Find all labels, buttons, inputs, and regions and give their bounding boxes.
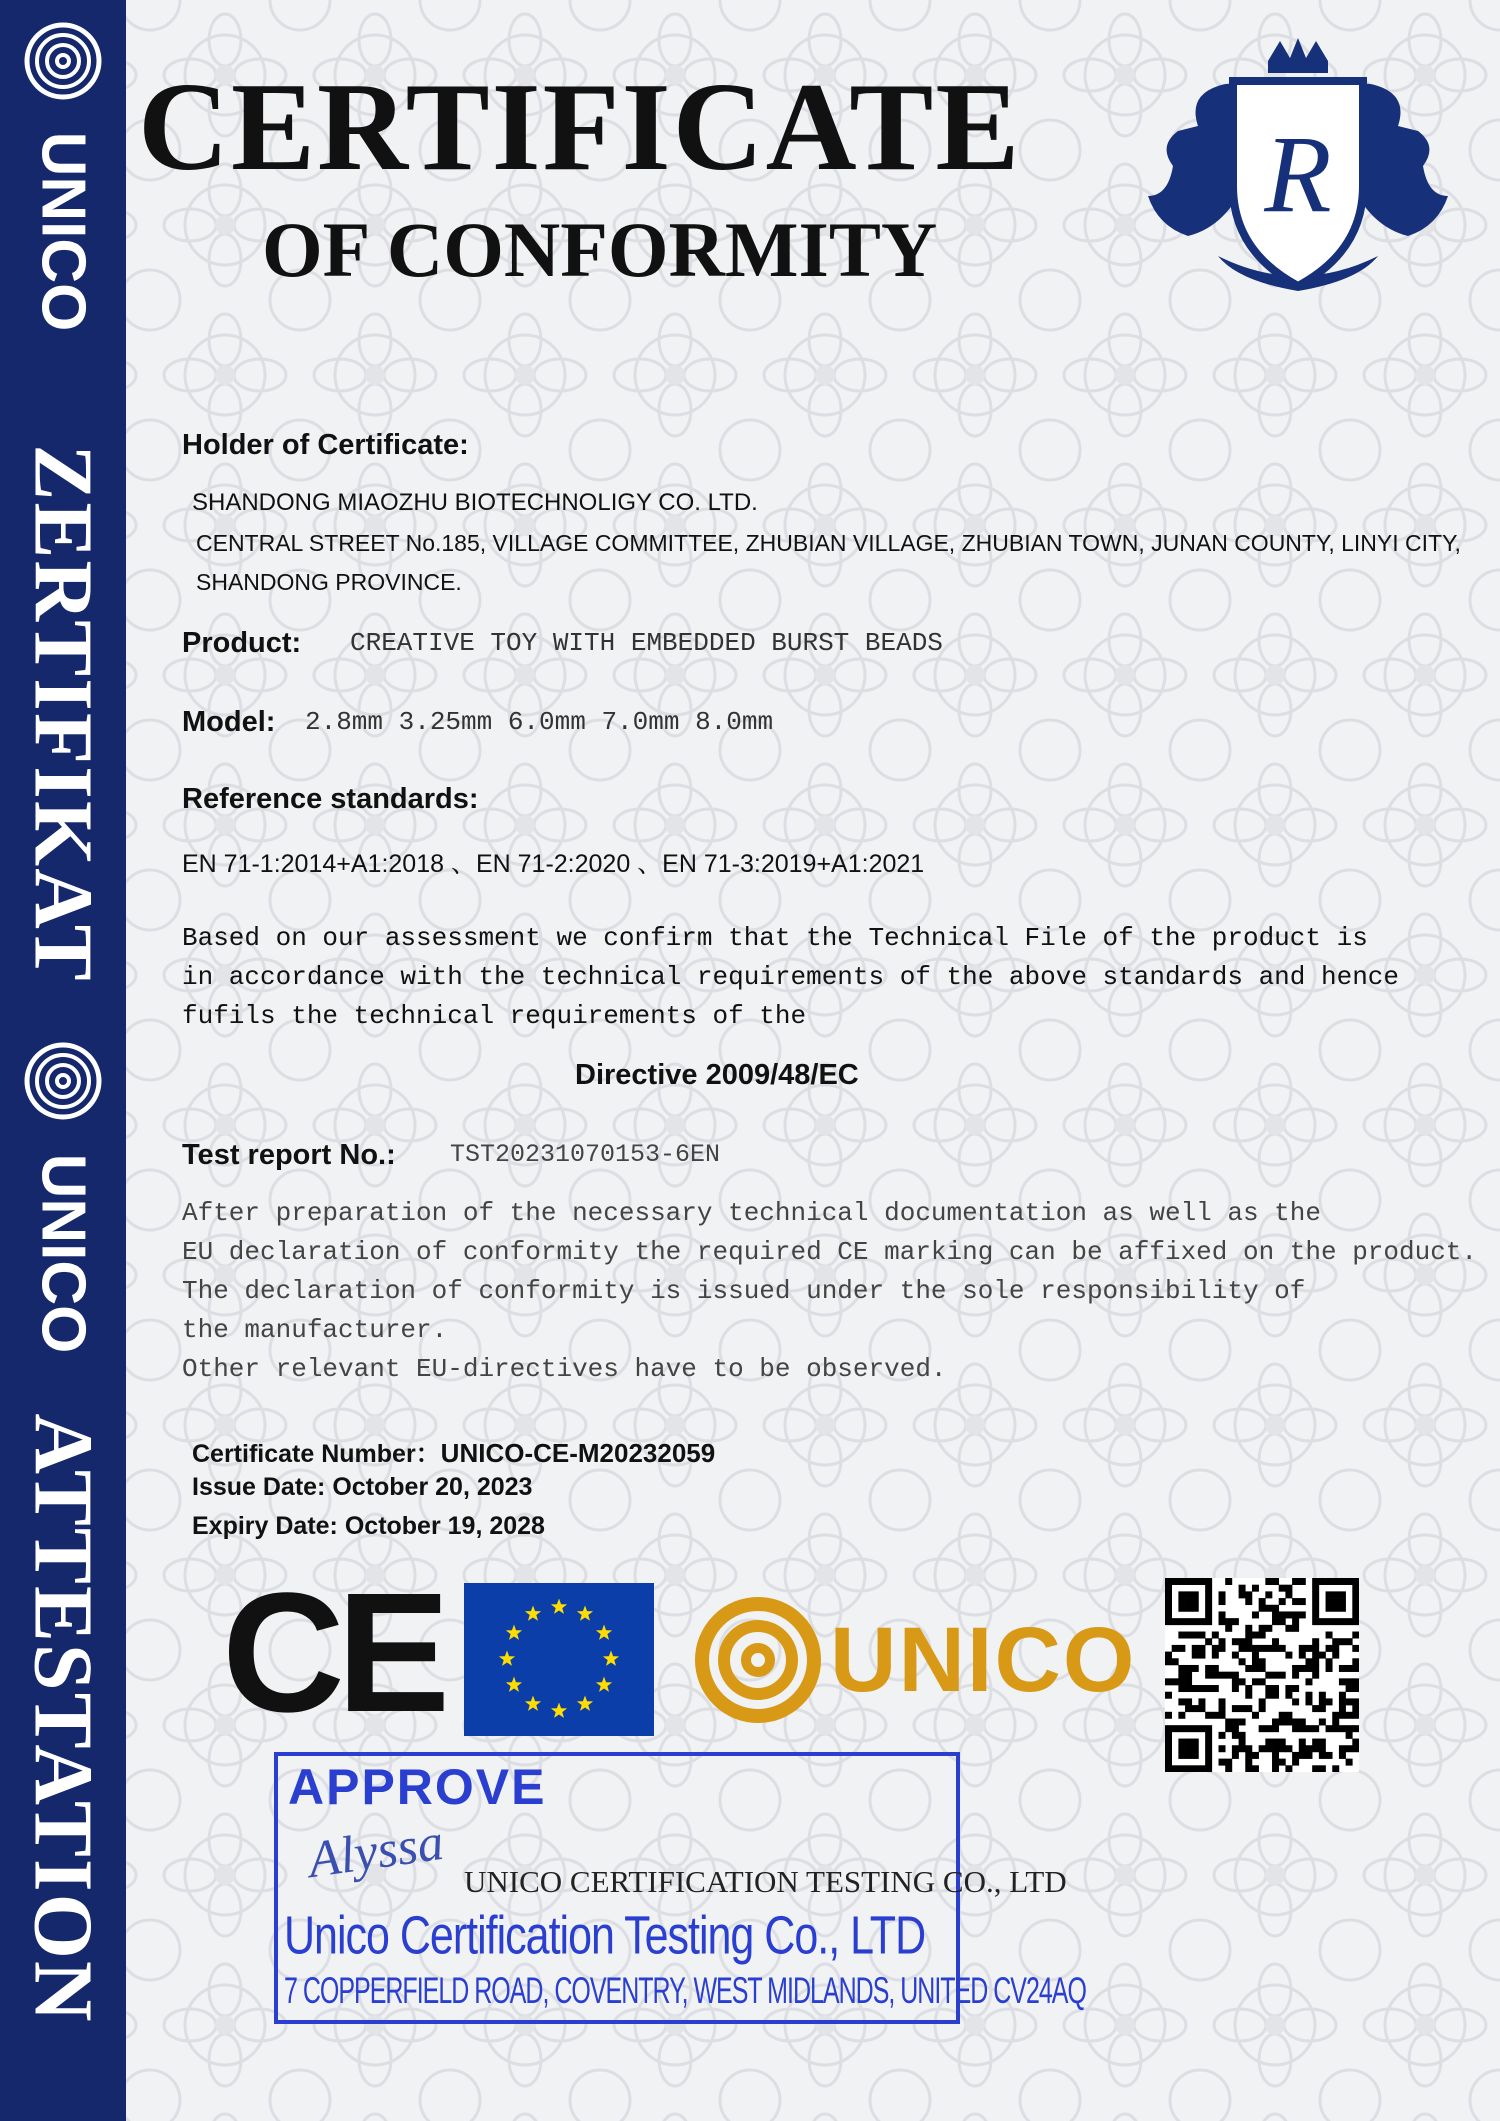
eu-flag-icon bbox=[464, 1583, 654, 1736]
sidebar-unico-mid: UNICO bbox=[28, 1153, 98, 1354]
stamp-company: Unico Certification Testing Co., LTD bbox=[284, 1906, 926, 1966]
assessment-line3: fufils the technical requirements of the bbox=[182, 1001, 807, 1031]
directive: Directive 2009/48/EC bbox=[575, 1059, 859, 1091]
declaration-line1: After preparation of the necessary technical documentation as well as the bbox=[182, 1198, 1321, 1228]
issue-date-value: October 20, 2023 bbox=[332, 1473, 533, 1501]
sidebar-attestation: ATTESTATION bbox=[16, 1413, 110, 2024]
ce-mark: CE bbox=[222, 1558, 443, 1748]
holder-label: Holder of Certificate: bbox=[182, 429, 469, 461]
certificate-number bbox=[192, 1434, 715, 1470]
unico-logo-icon bbox=[694, 1596, 822, 1724]
sidebar-unico-top: UNICO bbox=[28, 131, 98, 332]
issue-date bbox=[192, 1473, 532, 1502]
assessment-line2: in accordance with the technical requirements of the above standards and hence bbox=[182, 962, 1399, 992]
declaration-line4: the manufacturer. bbox=[182, 1315, 448, 1345]
crest-icon bbox=[1118, 36, 1478, 306]
holder-address-line2: SHANDONG PROVINCE. bbox=[196, 569, 462, 595]
standards-label: Reference standards: bbox=[182, 783, 479, 815]
product-value: CREATIVE TOY WITH EMBEDDED BURST BEADS bbox=[350, 628, 943, 658]
sidebar-zertifikat: ZERTIFIKAT bbox=[16, 444, 110, 983]
page-subtitle: OF CONFORMITY bbox=[262, 206, 938, 293]
holder-company: SHANDONG MIAOZHU BIOTECHNOLIGY CO. LTD. bbox=[192, 489, 758, 516]
declaration-line5: Other relevant EU-directives have to be observed. bbox=[182, 1354, 947, 1384]
stamp-signature: Alyssa bbox=[304, 1813, 448, 1890]
expiry-date-label: Expiry Date: bbox=[192, 1512, 338, 1540]
unico-wordmark: UNICO bbox=[830, 1609, 1137, 1711]
sidebar-band bbox=[0, 0, 126, 2121]
model-value: 2.8mm 3.25mm 6.0mm 7.0mm 8.0mm bbox=[305, 707, 774, 737]
crest-letter: R bbox=[1264, 113, 1332, 235]
declaration-line2: EU declaration of conformity the required CE marking can be affixed on the product. bbox=[182, 1237, 1478, 1267]
issue-date-label: Issue Date: bbox=[192, 1473, 326, 1501]
expiry-date bbox=[192, 1512, 545, 1541]
certificate-number-label: Certificate Number： bbox=[192, 1440, 441, 1468]
stamp-approve: APPROVE bbox=[288, 1759, 547, 1815]
declaration-line3: The declaration of conformity is issued under the sole responsibility of bbox=[182, 1276, 1306, 1306]
test-report-label: Test report No.: bbox=[182, 1139, 396, 1171]
standards-value: EN 71-1:2014+A1:2018 、EN 71-2:2020 、EN 71-3:2019+A1:2021 bbox=[182, 850, 925, 878]
stamp-company-printed: UNICO CERTIFICATION TESTING CO., LTD bbox=[464, 1864, 1067, 1899]
unico-logo-icon bbox=[22, 1040, 104, 1122]
holder-address-line1: CENTRAL STREET No.185, VILLAGE COMMITTEE, ZHUBIAN VILLAGE, ZHUBIAN TOWN, JUNAN COUNTY, LINYI CITY, bbox=[196, 530, 1461, 556]
assessment-line1: Based on our assessment we confirm that the Technical File of the product is bbox=[182, 923, 1368, 953]
stamp-address: 7 COPPERFIELD ROAD, COVENTRY, WEST MIDLANDS, UNITED CV24AQ bbox=[284, 1970, 1086, 2012]
test-report-value: TST20231070153-6EN bbox=[450, 1140, 721, 1169]
product-label: Product: bbox=[182, 627, 302, 659]
qr-code bbox=[1165, 1578, 1359, 1772]
page-title: CERTIFICATE bbox=[138, 58, 1022, 197]
expiry-date-value: October 19, 2028 bbox=[344, 1512, 545, 1540]
certificate-number-value: UNICO-CE-M20232059 bbox=[440, 1438, 716, 1468]
model-label: Model: bbox=[182, 706, 276, 738]
